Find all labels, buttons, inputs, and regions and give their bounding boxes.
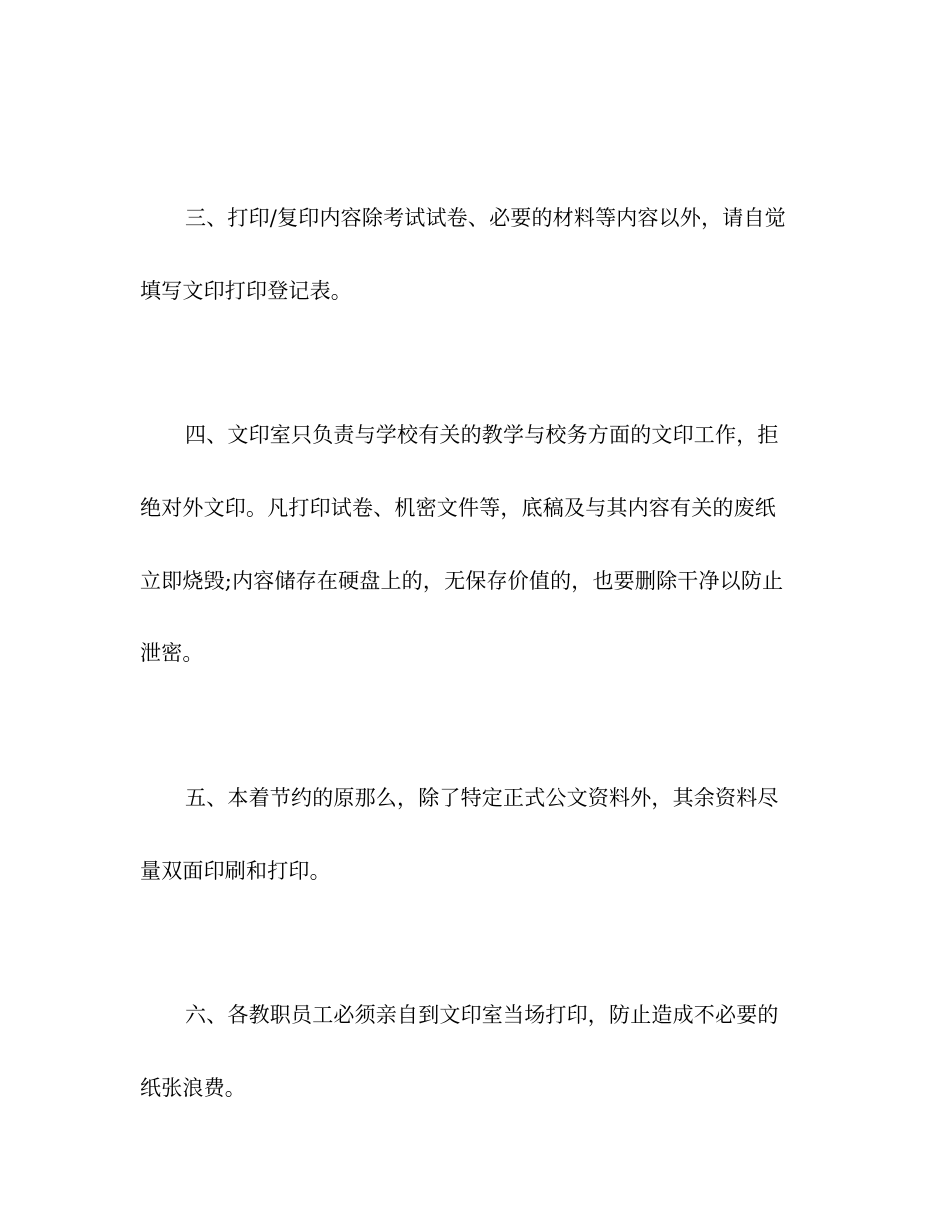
paragraph-4-line-2: 绝对外文印。凡打印试卷、机密文件等，底稿及与其内容有关的废纸 [140,496,776,520]
paragraph-5-line-1: 五、本着节约的原那么，除了特定正式公文资料外，其余资料尽 [185,786,779,810]
paragraph-3-line-1: 三、打印/复印内容除考试试卷、必要的材料等内容以外，请自觉 [185,206,786,230]
paragraph-6-line-1: 六、各教职员工必须亲自到文印室当场打印，防止造成不必要的 [185,1003,779,1027]
paragraph-6-line-2: 纸张浪费。 [140,1076,246,1100]
paragraph-4-line-1: 四、文印室只负责与学校有关的教学与校务方面的文印工作，拒 [185,423,779,447]
paragraph-4-line-3: 立即烧毁;内容储存在硬盘上的，无保存价值的，也要删除干净以防止 [140,569,784,593]
paragraph-5-line-2: 量双面印刷和打印。 [140,859,331,883]
paragraph-4-line-4: 泄密。 [140,641,204,665]
paragraph-3-line-2: 填写文印打印登记表。 [140,279,352,303]
